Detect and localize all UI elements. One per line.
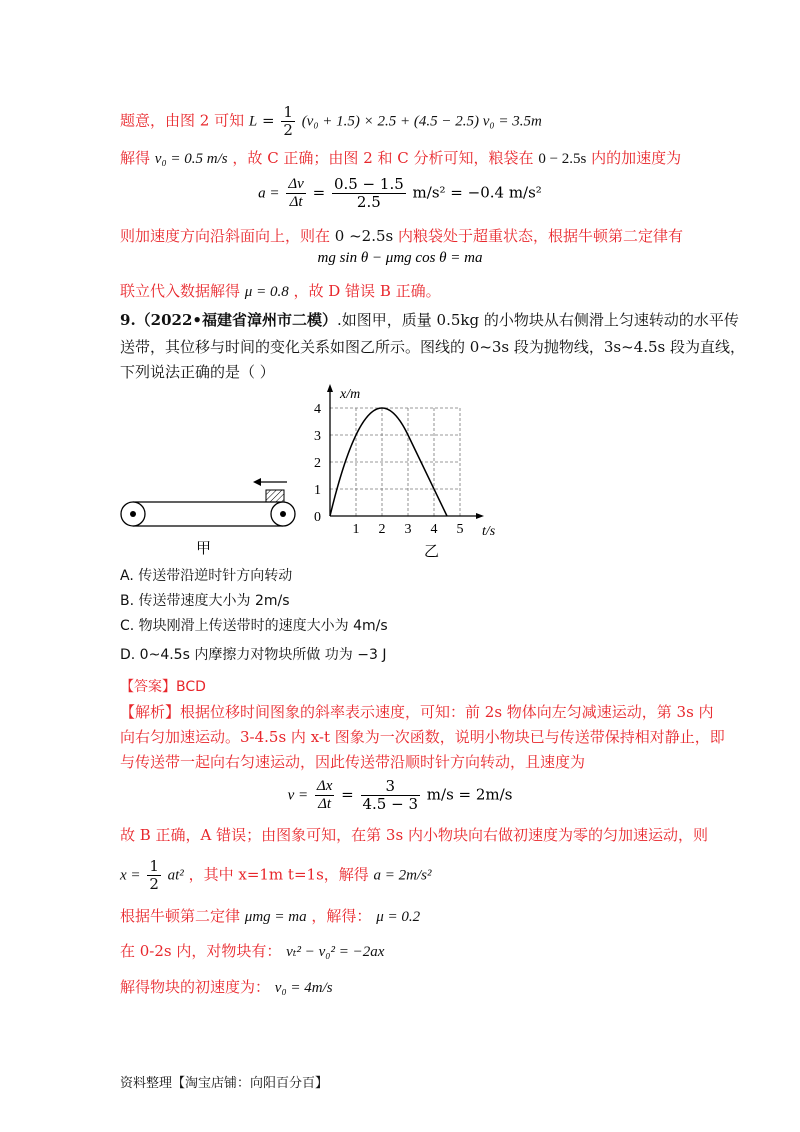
math: μ = 0.2 <box>376 909 421 925</box>
block <box>266 490 284 502</box>
equation-acceleration <box>0 176 800 211</box>
left-pulley-axle <box>130 511 136 517</box>
figure-label-yi: 乙 <box>424 542 440 560</box>
text: ，故 D 错误 B 正确。 <box>293 282 441 300</box>
question-line-2: 送带，其位移与时间的变化关系如图乙所示。图线的 0~3s 段为抛物线，3s~4.5s 段为直线， <box>120 338 746 356</box>
math: at² <box>167 867 184 884</box>
math-L: L <box>248 113 258 130</box>
math-mu: μ = 0.8 <box>244 284 289 300</box>
x-tick-label: 4 <box>430 522 438 537</box>
math: = <box>341 785 354 804</box>
explanation-line-2: 向右匀加速运动。3-4.5s 内 x-t 图象为一次函数，说明小物块已与传送带保持相对静止，即 <box>120 728 725 746</box>
option-c: C. 物块刚滑上传送带时的速度大小为 4m/s <box>120 618 388 634</box>
text: 在 0-2s 内，对物块有： <box>120 942 282 960</box>
math-expression: (v₀ + 1.5) × 2.5 + (4.5 − 2.5) v₀ = 3.5m <box>301 113 542 130</box>
fraction: $\frac{3}{4.5 - 3}$ <box>362 777 419 813</box>
fraction-half: $\frac{1}{2}$ <box>283 103 293 139</box>
y-tick-label: 2 <box>314 456 321 471</box>
derivation-line-4 <box>120 280 441 303</box>
question-line-3: 下列说法正确的是（ ） <box>120 363 275 381</box>
text: ，解得： <box>311 907 372 925</box>
text: 解得物块的初速度为： <box>120 978 271 996</box>
y-axis-arrow <box>327 384 333 392</box>
x-tick-label: 1 <box>352 522 360 537</box>
math: μmg = ma <box>244 909 307 925</box>
text: 内粮袋处于超重状态，根据牛顿第二定律有 <box>398 227 684 245</box>
text: 则加速度方向沿斜面向上，则在 <box>120 227 331 245</box>
explanation-line-4: 故 B 正确，A 错误；由图象可知，在第 3s 内小物块向右做初速度为零的匀加速运动，则 <box>120 826 708 844</box>
right-pulley-axle <box>280 511 286 517</box>
explanation-line-5 <box>120 858 432 893</box>
text: ，故 C 正确；由图 2 和 C 分析可知，粮袋在 <box>232 149 534 167</box>
y-tick-label: 0 <box>314 510 321 525</box>
option-a: A. 传送带沿逆时针方向转动 <box>120 568 293 584</box>
math: a = <box>258 185 280 202</box>
x-tick-label: 3 <box>404 522 412 537</box>
y-axis-label: x/m <box>340 387 361 402</box>
math: v = <box>287 787 309 804</box>
equation-velocity <box>0 778 800 813</box>
math: m/s = 2m/s <box>426 785 513 804</box>
fraction: $\frac{1}{2}$ <box>149 857 159 893</box>
x-axis-arrow <box>476 513 484 519</box>
derivation-line-1 <box>120 104 542 139</box>
explanation-line-7 <box>120 940 384 963</box>
question-source: （2022•福建省漳州市二模） <box>135 311 338 329</box>
math-interval: 0 ~2.5s <box>334 227 394 245</box>
explanation-line-6 <box>120 905 420 928</box>
math-eq: = <box>262 111 275 130</box>
xt-chart <box>300 380 515 550</box>
y-tick-label: 3 <box>314 429 321 444</box>
fraction: $\frac{\Delta v}{\Delta t}$ <box>288 176 304 210</box>
text: .如图甲，质量 0.5kg 的小物块从右侧滑上匀速转动的水平传 <box>337 311 739 329</box>
x-tick-label: 2 <box>378 522 386 537</box>
math-interval: 0 − 2.5s <box>538 151 587 167</box>
option-d: D. 0~4.5s 内摩擦力对物块所做 功为 −3 J <box>120 647 387 663</box>
math: m/s² = −0.4 m/s² <box>412 183 542 202</box>
equation-newton: mg sin θ − μmg cos θ = ma <box>317 250 483 266</box>
math: a = 2m/s² <box>373 867 432 884</box>
question-line-1: 9.（2022•福建省漳州市二模）.如图甲，质量 0.5kg 的小物块从右侧滑上匀速转动的水平传 <box>120 311 739 329</box>
explanation-line-8 <box>120 976 333 999</box>
y-tick-label: 1 <box>314 483 321 498</box>
question-number: 9 <box>120 311 131 329</box>
derivation-line-3 <box>120 225 683 247</box>
fraction: $\frac{0.5 - 1.5}{2.5}$ <box>333 175 404 211</box>
x-tick-label: 5 <box>456 522 464 537</box>
text: 根据牛顿第二定律 <box>120 907 241 925</box>
text: 联立代入数据解得 <box>120 282 241 300</box>
footer: 资料整理【淘宝店铺：向阳百分百】 <box>120 1076 329 1091</box>
text: 题意，由图 2 可知 <box>120 111 245 130</box>
answer: 【答案】BCD <box>120 679 206 695</box>
explanation-line-3: 与传送带一起向右匀速运动，因此传送带沿顺时针方向转动，且速度为 <box>120 753 586 771</box>
math: vₜ² − v₀² = −2ax <box>286 944 385 960</box>
math-v0: v₀ = 0.5 m/s <box>154 151 228 167</box>
text: 内的加速度为 <box>591 149 682 167</box>
y-tick-label: 4 <box>314 402 321 417</box>
math: x = <box>120 867 141 884</box>
arrow-head <box>253 478 261 486</box>
x-axis-label: t/s <box>482 524 496 539</box>
math: = <box>312 183 326 202</box>
figure-label-jia: 甲 <box>196 539 212 557</box>
derivation-line-2 <box>120 147 681 170</box>
option-b: B. 传送带速度大小为 2m/s <box>120 593 290 609</box>
fraction: $\frac{\Delta x}{\Delta t}$ <box>316 778 333 812</box>
math: v₀ = 4m/s <box>274 980 333 996</box>
text: ，其中 x=1m t=1s，解得 <box>188 865 369 884</box>
explanation-line-1: 【解析】根据位移时间图象的斜率表示速度，可知：前 2s 物体向左匀减速运动，第 3s 内 <box>120 703 714 721</box>
text: 解得 <box>120 149 151 167</box>
